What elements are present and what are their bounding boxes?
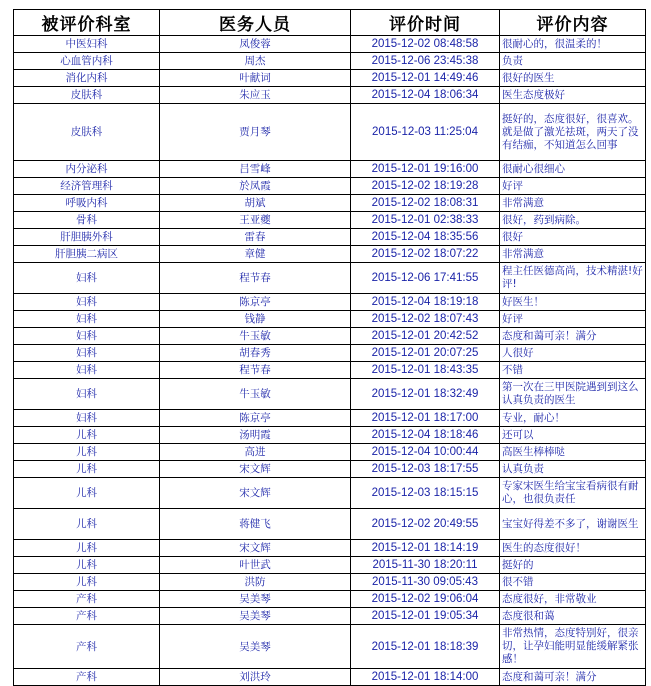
dept-cell: 消化内科 (14, 70, 160, 87)
dept-cell: 妇科 (14, 294, 160, 311)
comment-cell: 程主任医德高尚，技术精湛!好评! (500, 263, 646, 294)
time-cell: 2015-12-02 18:19:28 (351, 178, 500, 195)
time-cell: 2015-12-04 10:00:44 (351, 444, 500, 461)
staff-cell: 凤俊蓉 (160, 36, 351, 53)
comment-cell: 专家宋医生给宝宝看病很有耐心，也很负责任 (500, 478, 646, 509)
comment-cell: 很好的医生 (500, 70, 646, 87)
comment-cell: 第一次在三甲医院遇到到这么认真负责的医生 (500, 379, 646, 410)
dept-cell: 产科 (14, 608, 160, 625)
comment-cell: 人很好 (500, 345, 646, 362)
comment-cell: 负责 (500, 53, 646, 70)
table-row (14, 574, 646, 591)
dept-cell: 妇科 (14, 263, 160, 294)
time-cell: 2015-12-01 20:42:52 (351, 328, 500, 345)
table-row (14, 70, 646, 87)
comment-cell: 态度很和蔼 (500, 608, 646, 625)
dept-cell: 妇科 (14, 379, 160, 410)
evaluation-table (13, 9, 646, 686)
comment-cell: 非常满意 (500, 195, 646, 212)
time-cell: 2015-11-30 09:05:43 (351, 574, 500, 591)
table-row (14, 444, 646, 461)
dept-cell: 中医妇科 (14, 36, 160, 53)
staff-cell: 吕雪峰 (160, 161, 351, 178)
time-cell: 2015-12-01 19:05:34 (351, 608, 500, 625)
table-row (14, 509, 646, 540)
dept-cell: 妇科 (14, 311, 160, 328)
staff-cell: 牛玉敏 (160, 379, 351, 410)
staff-cell: 钱静 (160, 311, 351, 328)
table-row (14, 478, 646, 509)
table-row (14, 212, 646, 229)
table-row (14, 625, 646, 669)
staff-cell: 牛玉敏 (160, 328, 351, 345)
time-cell: 2015-12-01 18:17:00 (351, 410, 500, 427)
dept-cell: 儿科 (14, 427, 160, 444)
staff-cell: 刘洪玲 (160, 669, 351, 686)
table-row (14, 263, 646, 294)
staff-cell: 汤明霞 (160, 427, 351, 444)
dept-cell: 产科 (14, 625, 160, 669)
time-cell: 2015-12-02 19:06:04 (351, 591, 500, 608)
time-cell: 2015-12-01 18:18:39 (351, 625, 500, 669)
dept-cell: 骨科 (14, 212, 160, 229)
table-row (14, 104, 646, 161)
staff-cell: 叶世武 (160, 557, 351, 574)
dept-cell: 肝胆胰外科 (14, 229, 160, 246)
comment-cell: 很好，药到病除。 (500, 212, 646, 229)
time-cell: 2015-12-02 18:08:31 (351, 195, 500, 212)
time-cell: 2015-12-01 18:14:00 (351, 669, 500, 686)
comment-cell: 很耐心的，很温柔的！ (500, 36, 646, 53)
staff-cell: 朱应玉 (160, 87, 351, 104)
time-cell: 2015-12-02 18:07:43 (351, 311, 500, 328)
dept-cell: 妇科 (14, 345, 160, 362)
table-row (14, 540, 646, 557)
staff-cell: 陈京亭 (160, 410, 351, 427)
comment-cell: 态度很好，非常敬业 (500, 591, 646, 608)
table-row (14, 427, 646, 444)
comment-cell: 非常热情，态度特别好，很亲切，让孕妇能明显能缓解紧张感！ (500, 625, 646, 669)
time-cell: 2015-12-04 18:18:46 (351, 427, 500, 444)
dept-cell: 儿科 (14, 574, 160, 591)
table-row (14, 410, 646, 427)
dept-cell: 儿科 (14, 557, 160, 574)
time-cell: 2015-12-03 11:25:04 (351, 104, 500, 161)
time-cell: 2015-12-04 18:19:18 (351, 294, 500, 311)
staff-cell: 宋文辉 (160, 461, 351, 478)
staff-cell: 宋文辉 (160, 478, 351, 509)
time-cell: 2015-12-03 18:15:15 (351, 478, 500, 509)
table-row (14, 669, 646, 686)
comment-cell: 挺好的 (500, 557, 646, 574)
comment-cell: 好评 (500, 178, 646, 195)
table-row (14, 87, 646, 104)
comment-cell: 挺好的，态度很好，很喜欢。就是做了激光祛斑，两天了没有结痂，不知道怎么回事 (500, 104, 646, 161)
dept-cell: 儿科 (14, 540, 160, 557)
staff-cell: 陈京亭 (160, 294, 351, 311)
time-cell: 2015-12-01 18:32:49 (351, 379, 500, 410)
staff-cell: 吴美琴 (160, 608, 351, 625)
staff-cell: 宋文辉 (160, 540, 351, 557)
staff-cell: 周杰 (160, 53, 351, 70)
staff-cell: 胡春秀 (160, 345, 351, 362)
staff-cell: 章健 (160, 246, 351, 263)
table-row (14, 328, 646, 345)
table-row (14, 195, 646, 212)
header-dept: 被评价科室 (14, 10, 160, 36)
table-row (14, 345, 646, 362)
table-row (14, 591, 646, 608)
staff-cell: 洪防 (160, 574, 351, 591)
table-row (14, 36, 646, 53)
time-cell: 2015-12-04 18:35:56 (351, 229, 500, 246)
comment-cell: 好评 (500, 311, 646, 328)
header-staff: 医务人员 (160, 10, 351, 36)
table-row (14, 379, 646, 410)
comment-cell: 很耐心很细心 (500, 161, 646, 178)
comment-cell: 很不错 (500, 574, 646, 591)
staff-cell: 叶献词 (160, 70, 351, 87)
comment-cell: 不错 (500, 362, 646, 379)
dept-cell: 肝胆胰二病区 (14, 246, 160, 263)
time-cell: 2015-12-04 18:06:34 (351, 87, 500, 104)
staff-cell: 王亚夔 (160, 212, 351, 229)
comment-cell: 高医生棒棒哒 (500, 444, 646, 461)
time-cell: 2015-12-01 18:43:35 (351, 362, 500, 379)
comment-cell: 专业，耐心！ (500, 410, 646, 427)
time-cell: 2015-12-01 18:14:19 (351, 540, 500, 557)
header-time: 评价时间 (351, 10, 500, 36)
dept-cell: 心血管内科 (14, 53, 160, 70)
dept-cell: 妇科 (14, 362, 160, 379)
staff-cell: 吴美琴 (160, 591, 351, 608)
time-cell: 2015-12-01 14:49:46 (351, 70, 500, 87)
comment-cell: 认真负责 (500, 461, 646, 478)
comment-cell: 医生态度极好 (500, 87, 646, 104)
table-row (14, 362, 646, 379)
staff-cell: 程节春 (160, 263, 351, 294)
staff-cell: 於凤霞 (160, 178, 351, 195)
staff-cell: 吴美琴 (160, 625, 351, 669)
dept-cell: 儿科 (14, 444, 160, 461)
time-cell: 2015-12-01 02:38:33 (351, 212, 500, 229)
table-row (14, 294, 646, 311)
table-row (14, 608, 646, 625)
comment-cell: 医生的态度很好！ (500, 540, 646, 557)
table-row (14, 161, 646, 178)
table-row (14, 53, 646, 70)
time-cell: 2015-11-30 18:20:11 (351, 557, 500, 574)
comment-cell: 好医生！ (500, 294, 646, 311)
table-row (14, 557, 646, 574)
dept-cell: 儿科 (14, 509, 160, 540)
dept-cell: 皮肤科 (14, 87, 160, 104)
time-cell: 2015-12-06 17:41:55 (351, 263, 500, 294)
dept-cell: 妇科 (14, 328, 160, 345)
staff-cell: 雷春 (160, 229, 351, 246)
staff-cell: 程节春 (160, 362, 351, 379)
dept-cell: 儿科 (14, 478, 160, 509)
staff-cell: 蒋健飞 (160, 509, 351, 540)
dept-cell: 妇科 (14, 410, 160, 427)
dept-cell: 内分泌科 (14, 161, 160, 178)
comment-cell: 态度和蔼可亲！满分 (500, 669, 646, 686)
dept-cell: 儿科 (14, 461, 160, 478)
comment-cell: 态度和蔼可亲！满分 (500, 328, 646, 345)
dept-cell: 产科 (14, 669, 160, 686)
table-row (14, 311, 646, 328)
dept-cell: 呼吸内科 (14, 195, 160, 212)
time-cell: 2015-12-02 08:48:58 (351, 36, 500, 53)
table-row (14, 246, 646, 263)
comment-cell: 非常满意 (500, 246, 646, 263)
time-cell: 2015-12-02 20:49:55 (351, 509, 500, 540)
table-row (14, 178, 646, 195)
comment-cell: 还可以 (500, 427, 646, 444)
time-cell: 2015-12-01 20:07:25 (351, 345, 500, 362)
comment-cell: 很好 (500, 229, 646, 246)
time-cell: 2015-12-01 19:16:00 (351, 161, 500, 178)
time-cell: 2015-12-03 18:17:55 (351, 461, 500, 478)
table-row (14, 229, 646, 246)
comment-cell: 宝宝好得差不多了，谢谢医生 (500, 509, 646, 540)
header-row (14, 10, 646, 36)
header-comment: 评价内容 (500, 10, 646, 36)
staff-cell: 贾月琴 (160, 104, 351, 161)
dept-cell: 皮肤科 (14, 104, 160, 161)
dept-cell: 产科 (14, 591, 160, 608)
time-cell: 2015-12-02 18:07:22 (351, 246, 500, 263)
table-row (14, 461, 646, 478)
dept-cell: 经济管理科 (14, 178, 160, 195)
staff-cell: 胡斌 (160, 195, 351, 212)
staff-cell: 高进 (160, 444, 351, 461)
time-cell: 2015-12-06 23:45:38 (351, 53, 500, 70)
